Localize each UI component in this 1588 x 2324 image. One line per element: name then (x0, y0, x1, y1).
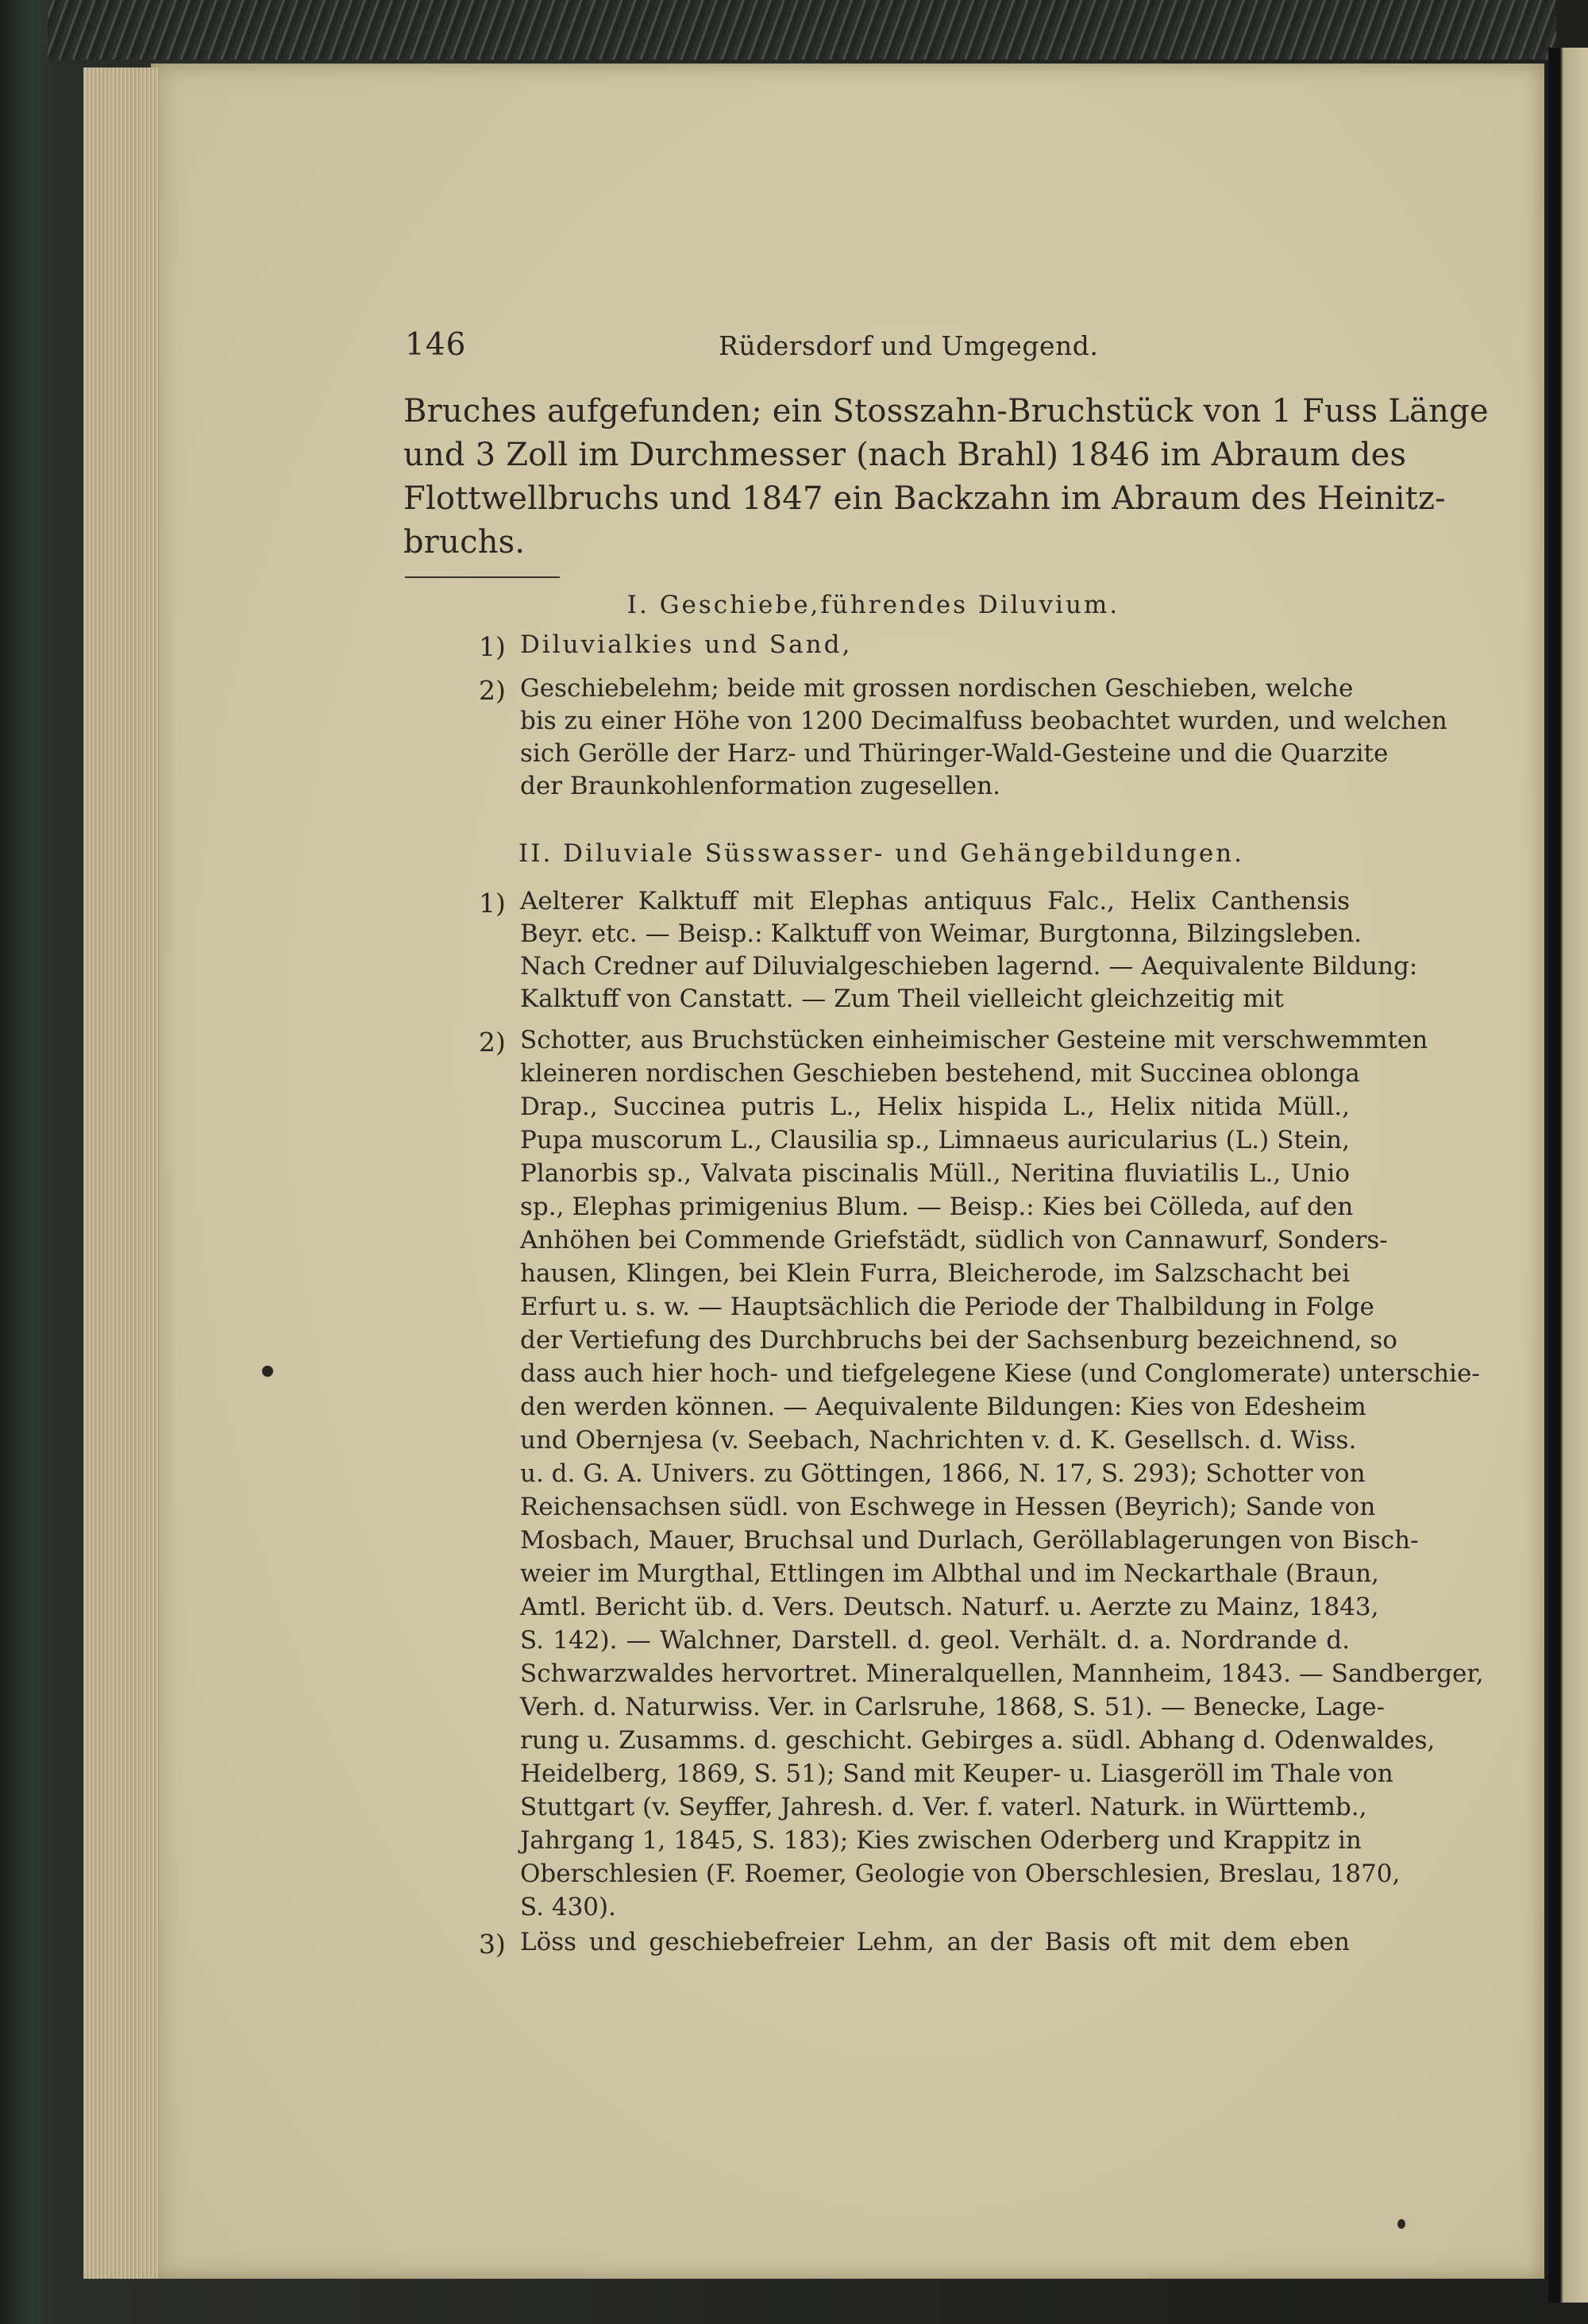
list-item-text: der Vertiefung des Durchbruchs bei der Sachsenburg bezeichnend, so (520, 1326, 1397, 1355)
list-item-text: Kalktuff von Canstatt. — Zum Theil vielleicht gleichzeitig mit (520, 985, 1284, 1013)
list-item-text: Mosbach, Mauer, Bruchsal und Durlach, Geröllablagerungen von Bisch- (520, 1526, 1419, 1555)
list-number: 3) (479, 1929, 506, 1960)
list-number: 1) (479, 631, 506, 662)
list-item-text: und Obernjesa (v. Seebach, Nachrichten v. d. K. Gesellsch. d. Wiss. (520, 1426, 1357, 1455)
list-number: 1) (479, 888, 506, 919)
list-item-text: Diluvialkies und Sand, (520, 630, 853, 659)
list-item-text: Reichensachsen südl. von Eschwege in Hessen (Beyrich); Sande von (520, 1493, 1376, 1521)
list-item-text: hausen, Klingen, bei Klein Furra, Bleicherode, im Salzschacht bei (520, 1259, 1350, 1288)
list-item-text: Schotter, aus Bruchstücken einheimischer Gesteine mit verschwemmten (520, 1026, 1428, 1054)
list-item-text: sich Gerölle der Harz- und Thüringer-Wald-Gesteine und die Quarzite (520, 739, 1389, 768)
list-item-text: S. 142). — Walchner, Darstell. d. geol. Verhält. d. a. Nordrande d. (520, 1626, 1350, 1655)
list-item-text: Drap., Succinea putris L., Helix hispida L., Helix nitida Müll., (520, 1093, 1350, 1121)
intro-line: und 3 Zoll im Durchmesser (nach Brahl) 1846 im Abraum des (403, 437, 1407, 473)
list-item-text: Stuttgart (v. Seyffer, Jahresh. d. Ver. f. vaterl. Naturk. in Württemb., (520, 1793, 1367, 1821)
list-item-text: Jahrgang 1, 1845, S. 183); Kies zwischen Oderberg und Krappitz in (520, 1826, 1362, 1855)
intro-line: Flottwellbruchs und 1847 ein Backzahn im Abraum des Heinitz- (403, 480, 1446, 517)
list-item-text: Verh. d. Naturwiss. Ver. in Carlsruhe, 1868, S. 51). — Benecke, Lage- (520, 1693, 1386, 1721)
list-item-text: der Braunkohlenformation zugesellen. (520, 772, 1000, 800)
list-item-text: Erfurt u. s. w. — Hauptsächlich die Periode der Thalbildung in Folge (520, 1293, 1374, 1321)
list-item-text: weier im Murgthal, Ettlingen im Albthal und im Neckarthale (Braun, (520, 1559, 1379, 1588)
list-item-text: bis zu einer Höhe von 1200 Decimalfuss beobachtet wurden, und welchen (520, 707, 1447, 735)
list-item-text: Planorbis sp., Valvata piscinalis Müll., Neritina fluviatilis L., Unio (520, 1159, 1350, 1188)
list-item-text: Geschiebelehm; beide mit grossen nordischen Geschieben, welche (520, 674, 1354, 703)
intro-line: bruchs. (403, 524, 526, 561)
list-number: 2) (479, 1027, 506, 1058)
list-item-text: kleineren nordischen Geschieben bestehend, mit Succinea oblonga (520, 1059, 1360, 1088)
section-heading: I. Geschiebe,führendes Diluvium. (626, 591, 1120, 619)
next-page-edge (1548, 48, 1588, 2303)
page-number: 146 (405, 327, 467, 363)
list-item-text: Heidelberg, 1869, S. 51); Sand mit Keuper- u. Liasgeröll im Thale von (520, 1759, 1393, 1788)
list-item-text: Pupa muscorum L., Clausilia sp., Limnaeus auricularius (L.) Stein, (520, 1126, 1350, 1154)
list-item-text: S. 430). (520, 1893, 616, 1921)
list-item-text: u. d. G. A. Univers. zu Göttingen, 1866, N. 17, S. 293); Schotter von (520, 1459, 1366, 1488)
list-item-text: Aelterer Kalktuff mit Elephas antiquus Falc., Helix Canthensis (520, 887, 1350, 915)
section-heading: II. Diluviale Süsswasser- und Gehängebildungen. (518, 839, 1245, 868)
page-header (405, 327, 1350, 375)
list-item-text: Schwarzwaldes hervortret. Mineralquellen, Mannheim, 1843. — Sandberger, (520, 1659, 1484, 1688)
list-item-text: Anhöhen bei Commende Griefstädt, südlich von Cannawurf, Sonders- (520, 1226, 1388, 1254)
cover-edge (48, 0, 1556, 60)
list-number: 2) (479, 675, 506, 706)
list-item-text: rung u. Zusamms. d. geschicht. Gebirges a. südl. Abhang d. Odenwaldes, (520, 1726, 1436, 1755)
page-stack-edge (83, 67, 159, 2279)
list-item-text: Beyr. etc. — Beisp.: Kalktuff von Weimar, Burgtonna, Bilzingsleben. (520, 919, 1363, 948)
running-title: Rüdersdorf und Umgegend. (719, 330, 1099, 361)
intro-line: Bruches aufgefunden; ein Stosszahn-Bruchstück von 1 Fuss Länge (403, 393, 1489, 430)
list-item-text: Nach Credner auf Diluvialgeschieben lagernd. — Aequivalente Bildung: (520, 952, 1418, 981)
list-item-text: sp., Elephas primigenius Blum. — Beisp.: Kies bei Cölleda, auf den (520, 1193, 1354, 1221)
ink-speck (1397, 2219, 1405, 2229)
list-item-text: dass auch hier hoch- und tiefgelegene Kiese (und Conglomerate) unterschie- (520, 1359, 1480, 1388)
list-item-text: Oberschlesien (F. Roemer, Geologie von Oberschlesien, Breslau, 1870, (520, 1860, 1401, 1888)
ink-speck (262, 1366, 273, 1377)
list-item-text: Amtl. Bericht üb. d. Vers. Deutsch. Naturf. u. Aerzte zu Mainz, 1843, (520, 1593, 1379, 1621)
list-item-text: den werden können. — Aequivalente Bildungen: Kies von Edesheim (520, 1393, 1366, 1421)
list-item-text: Löss und geschiebefreier Lehm, an der Basis oft mit dem eben (520, 1928, 1350, 1956)
divider-rule (405, 576, 560, 578)
